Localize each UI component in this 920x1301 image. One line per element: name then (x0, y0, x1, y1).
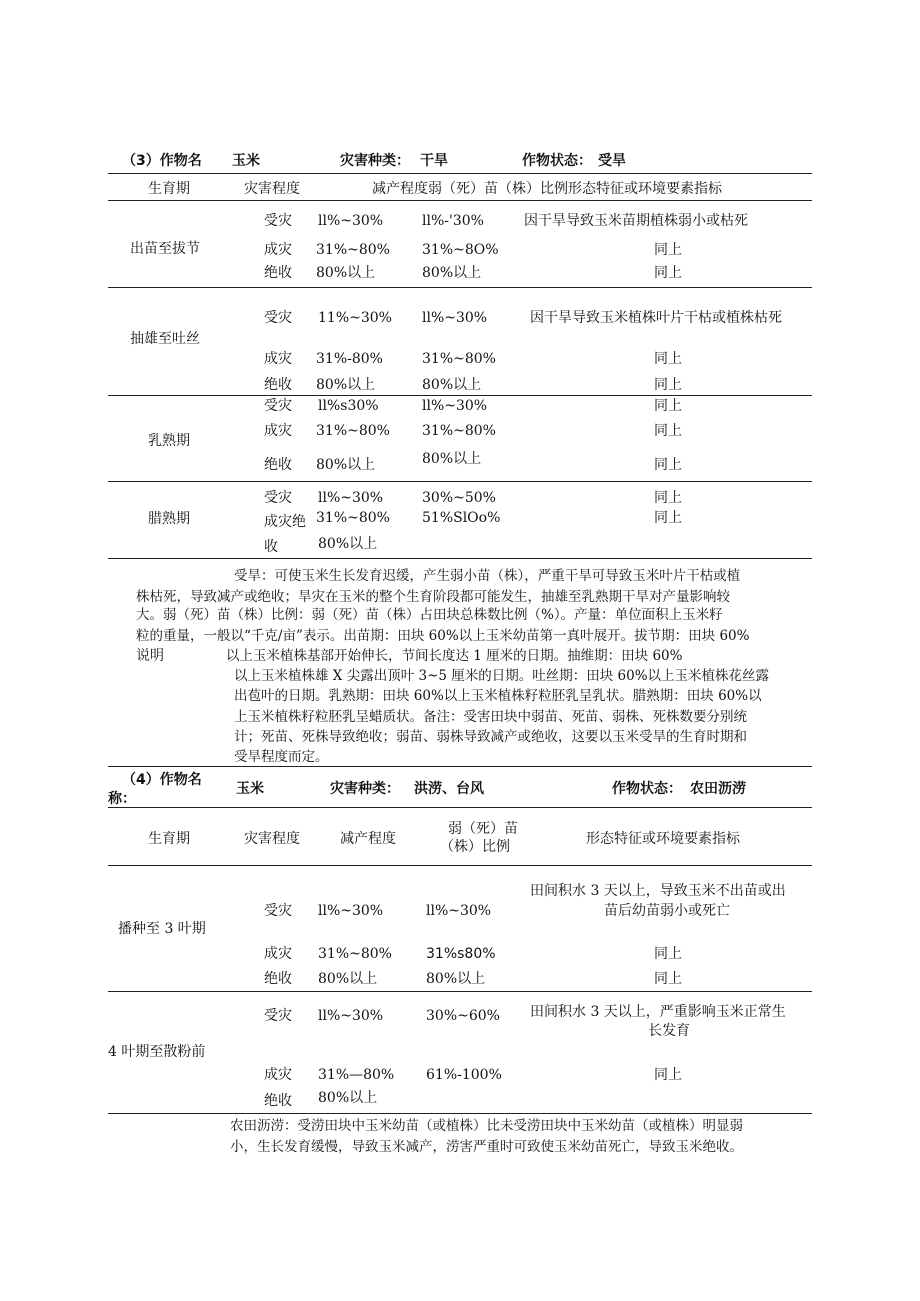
t3-note-line-3: 大。弱（死）苗（株）比例：弱（死）苗（株）占田块总株数比例（%）。产量：单位面积上玉米籽 (136, 607, 723, 623)
t3-g4r2-feature: 同上 (654, 510, 682, 526)
t3-g2r1-reduction: 11%~30% (318, 310, 392, 326)
t3-g3r1-reduction: ll%s30% (318, 398, 379, 414)
t4-group1-rule (108, 991, 812, 992)
t4-g2r1-feature-2: 长发育 (648, 1023, 690, 1039)
t3-group3-rule (108, 481, 812, 482)
t3-disaster-value: 干旱 (420, 153, 448, 169)
t3-g2r3-feature: 同上 (654, 377, 682, 393)
t4-g1r2-degree: 成灾 (264, 946, 292, 962)
t3-g1r2-reduction: 31%~80% (316, 242, 390, 258)
t3-g3r3-reduction: 80%以上 (316, 457, 376, 473)
t3-g2r2-degree: 成灾 (264, 351, 292, 367)
t3-group2-rule (108, 395, 812, 396)
t4-g2r2-feature: 同上 (654, 1067, 682, 1083)
t3-state-value: 受旱 (598, 153, 626, 169)
t3-g4r2-degree: 成灾绝 (264, 514, 306, 530)
t3-group1-rule (108, 287, 812, 288)
t3-g1r1-ratio: ll%-'30% (422, 213, 484, 229)
t3-note-line-8: 上玉米植株籽粒胚乳呈蜡质状。备注：受害田块中弱苗、死苗、弱株、死株数要分别统 (234, 709, 747, 725)
t3-note-line-2: 株枯死，导致减产或绝收；旱灾在玉米的整个生育阶段都可能发生，抽雄至乳熟期干旱对产量影响较 (136, 589, 730, 605)
t3-note-line-4: 粒的重量，一般以“千克/亩”表示。出苗期：田块 60%以上玉米幼苗第一真叶展开。拔节期：田块 60% (136, 628, 750, 644)
t4-period-2: 4 叶期至散粉前 (108, 1044, 206, 1060)
t3-g1r3-degree: 绝收 (264, 265, 292, 281)
t3-g4r3-degree: 收 (264, 539, 278, 555)
t3-note-line-10: 受旱程度而定。 (234, 749, 329, 765)
t4-state-value: 农田沥涝 (690, 781, 746, 797)
t3-g1r2-ratio: 31%~8O% (422, 242, 499, 258)
t3-bottom-rule (108, 558, 812, 559)
t3-crop-value: 玉米 (232, 153, 260, 169)
t3-g1r3-reduction: 80%以上 (316, 265, 376, 281)
t4-crop-label: （4）作物名 (122, 772, 202, 788)
t4-g2r1-feature-1: 田间积水 3 天以上，严重影响玉米正常生 (530, 1004, 786, 1020)
t3-g2r1-degree: 受灾 (264, 310, 292, 326)
t4-col-degree: 灾害程度 (244, 831, 300, 847)
t4-g1r3-feature: 同上 (654, 971, 682, 987)
t3-g4r1-reduction: ll%~30% (318, 490, 384, 506)
t3-header-rule (108, 200, 812, 201)
t4-col-feature: 形态特征或环境要素指标 (586, 831, 740, 847)
t3-col-degree: 灾害程度 (244, 181, 300, 197)
t3-g4r1-ratio: 30%~50% (422, 490, 496, 506)
t3-g1r2-degree: 成灾 (264, 242, 292, 258)
t3-crop-label: （3）作物名 (122, 153, 202, 169)
t4-period-1: 播种至 3 叶期 (118, 921, 206, 937)
t4-g2r1-ratio: 30%~60% (426, 1008, 500, 1024)
t4-disaster-value: 洪涝、台风 (414, 781, 484, 797)
t3-disaster-label: 灾害种类： (340, 153, 410, 169)
t4-col-ratio-2: （株）比例 (440, 839, 510, 855)
t4-g2r2-degree: 成灾 (264, 1067, 292, 1083)
t3-g3r3-degree: 绝收 (264, 457, 292, 473)
t3-g1r1-feature: 因干旱导致玉米苗期植株弱小或枯死 (524, 213, 748, 229)
t4-note-line-2: 小，生长发育缓慢，导致玉米减产，涝害严重时可致使玉米幼苗死亡，导致玉米绝收。 (230, 1139, 743, 1155)
t4-disaster-label: 灾害种类： (330, 781, 400, 797)
t4-g1r1-ratio: ll%~30% (426, 903, 492, 919)
t3-col-period: 生育期 (148, 181, 190, 197)
t3-note-rule (108, 766, 812, 767)
t4-g2r2-reduction: 31%—80% (318, 1067, 395, 1083)
t4-g2r1-reduction: ll%~30% (318, 1008, 384, 1024)
t3-g4r2-reduction: 31%~80% (316, 510, 390, 526)
t3-note-line-1: 受旱：可使玉米生长发育迟缓，产生弱小苗（株），严重干旱可导致玉米叶片干枯或植 (234, 568, 741, 584)
t4-g1r1-feature-1: 田间积水 3 天以上，导致玉米不出苗或出 (530, 883, 786, 899)
t3-g2r3-ratio: 80%以上 (422, 377, 482, 393)
t4-g1r3-ratio: 80%以上 (426, 971, 486, 987)
t4-g1r3-degree: 绝收 (264, 971, 292, 987)
t3-g2r2-feature: 同上 (654, 351, 682, 367)
t4-g2r2-ratio: 61%-100% (426, 1067, 502, 1083)
t3-g3r1-ratio: ll%~30% (422, 398, 488, 414)
t3-g3r2-reduction: 31%~80% (316, 423, 390, 439)
t4-g1r1-reduction: ll%~30% (318, 903, 384, 919)
t3-period-1: 出苗至拔节 (130, 241, 200, 257)
t3-note-label: 说明 (136, 648, 164, 664)
t3-period-4: 腊熟期 (148, 511, 190, 527)
t4-g2r3-degree: 绝收 (264, 1093, 292, 1109)
t3-g2r2-ratio: 31%~80% (422, 351, 496, 367)
t3-g2r1-feature: 因干旱导致玉米植株叶片干枯或植株枯死 (530, 310, 782, 326)
t4-g1r1-feature-2: 苗后幼苗弱小或死亡 (604, 903, 730, 919)
t3-g2r2-reduction: 31%-80% (316, 351, 383, 367)
t3-g3r2-ratio: 31%~80% (422, 423, 496, 439)
t3-g4r2-ratio: 51%SlOo% (422, 510, 501, 526)
t4-g1r2-feature: 同上 (654, 946, 682, 962)
t3-note-line-5: 以上玉米植株基部开始伸长，节间长度达 1 厘米的日期。抽维期：田块 60% (226, 648, 683, 664)
t4-top-rule (108, 807, 812, 808)
t3-g2r3-degree: 绝收 (264, 377, 292, 393)
t3-g1r2-feature: 同上 (654, 242, 682, 258)
t4-crop-value: 玉米 (236, 781, 264, 797)
t4-col-reduction: 减产程度 (340, 831, 396, 847)
t3-period-2: 抽雄至吐丝 (130, 331, 200, 347)
t4-g1r1-degree: 受灾 (264, 903, 292, 919)
t4-g1r2-ratio: 31%s80% (426, 946, 496, 962)
t4-note-line-1: 农田沥涝：受涝田块中玉米幼苗（或植株）比未受涝田块中玉米幼苗（或植株）明显弱 (230, 1118, 743, 1134)
t3-g3r1-degree: 受灾 (264, 398, 292, 414)
t3-note-line-6: 以上玉米植株雄 X 尖露出顶叶 3~5 厘米的日期。吐丝期：田块 60%以上玉米植株花丝露 (234, 668, 770, 684)
t3-g2r1-ratio: ll%~30% (422, 310, 488, 326)
t3-g1r3-feature: 同上 (654, 265, 682, 281)
t4-g2r1-degree: 受灾 (264, 1008, 292, 1024)
t3-g1r1-degree: 受灾 (264, 213, 292, 229)
t4-g1r3-reduction: 80%以上 (318, 971, 378, 987)
t3-g3r2-feature: 同上 (654, 423, 682, 439)
t3-g1r3-ratio: 80%以上 (422, 265, 482, 281)
t3-g2r3-reduction: 80%以上 (316, 377, 376, 393)
t3-g1r1-reduction: ll%~30% (318, 213, 384, 229)
t3-state-label: 作物状态： (522, 153, 592, 169)
t3-g3r1-feature: 同上 (654, 398, 682, 414)
t3-g3r3-ratio: 80%以上 (422, 451, 482, 467)
t3-g4r1-feature: 同上 (654, 490, 682, 506)
t3-note-line-9: 计；死苗、死株导致绝收；弱苗、弱株导致减产或绝收，这要以玉米受旱的生育时期和 (234, 729, 747, 745)
t3-top-rule (108, 173, 812, 174)
t3-g4r3-reduction: 80%以上 (318, 536, 378, 552)
t3-g4r1-degree: 受灾 (264, 490, 292, 506)
t4-col-period: 生育期 (148, 831, 190, 847)
t3-g3r3-feature: 同上 (654, 457, 682, 473)
t4-state-label: 作物状态： (612, 781, 682, 797)
t4-crop-label2: 称： (108, 791, 136, 807)
t4-g2r3-reduction: 80%以上 (318, 1090, 378, 1106)
t3-g3r2-degree: 成灾 (264, 423, 292, 439)
t3-note-line-7: 出苞叶的日期。乳熟期：田块 60%以上玉米植株籽粒胚乳呈乳状。腊熟期：田块 60%以 (234, 688, 762, 704)
t4-bottom-rule (108, 1113, 812, 1114)
t4-col-ratio-1: 弱（死）苗 (448, 821, 518, 837)
t3-col-combined: 减产程度弱（死）苗（株）比例形态特征或环境要素指标 (372, 181, 722, 197)
t3-period-3: 乳熟期 (148, 433, 190, 449)
t4-header-rule (108, 865, 812, 866)
t4-g1r2-reduction: 31%~80% (318, 946, 392, 962)
